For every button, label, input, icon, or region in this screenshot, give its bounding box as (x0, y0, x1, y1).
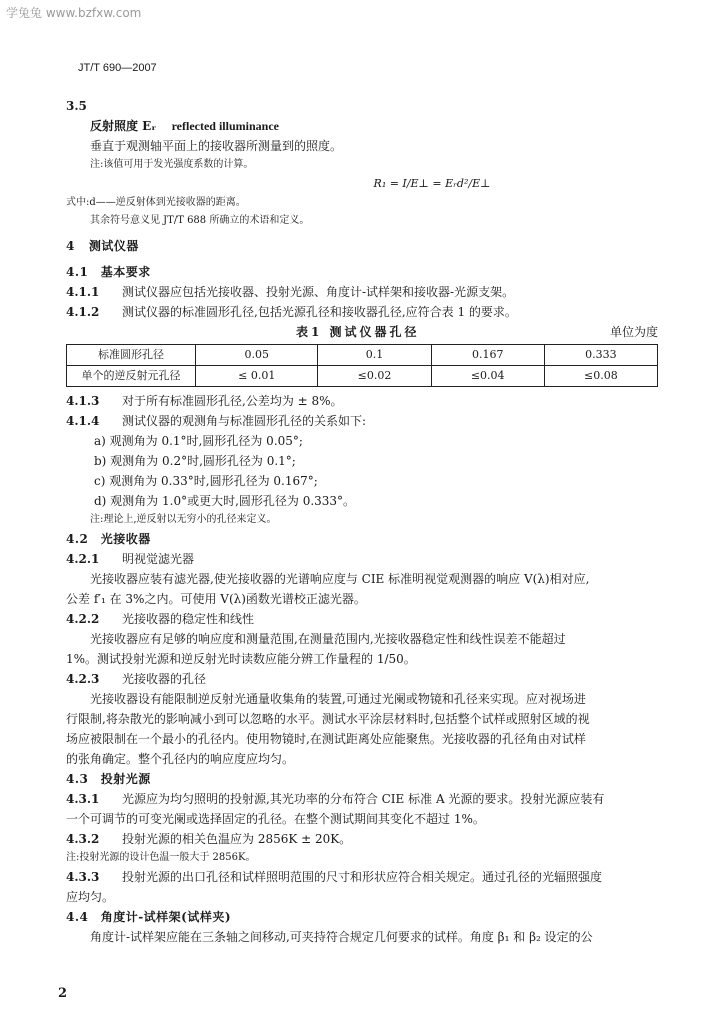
document-body (66, 96, 658, 947)
section-4-1-title: 基本要求 (100, 265, 151, 279)
clause-4-1-4-number: 4.1.4 (66, 414, 100, 428)
clause-4-2-1-number: 4.2.1 (66, 552, 100, 566)
clause-4-1-1 (66, 282, 658, 302)
table-cell: ≤ 0.01 (196, 366, 318, 387)
term-note: 注:该值可用于发光强度系数的计算。 (90, 159, 254, 170)
clause-4-1-2 (66, 302, 658, 322)
table-row (67, 345, 658, 366)
clause-4-1-2-text: 测试仪器的标准圆形孔径,包括光源孔径和接收器孔径,应符合表 1 的要求。 (122, 305, 517, 319)
table-1-caption: 表1 测试仪器孔径 (296, 325, 420, 339)
section-4-title: 测试仪器 (88, 239, 139, 253)
clause-4-3-3-number: 4.3.3 (66, 870, 100, 884)
section-4-1-number: 4.1 (66, 265, 89, 279)
table-1 (66, 344, 658, 387)
other-symbols-note: 其余符号意义见 JT/T 688 所确立的术语和定义。 (90, 215, 310, 226)
list-item: b) 观测角为 0.2°时,圆形孔径为 0.1°; (94, 454, 296, 468)
table-cell: 0.1 (318, 345, 431, 366)
clause-4-3-1-number: 4.3.1 (66, 792, 100, 806)
standard-header: JT/T 690—2007 (78, 62, 157, 74)
clause-4-3-2-number: 4.3.2 (66, 832, 100, 846)
table-row-label: 标准圆形孔径 (67, 345, 196, 366)
table-cell: 0.167 (431, 345, 544, 366)
clause-4-1-4-text: 测试仪器的观测角与标准圆形孔径的关系如下: (122, 414, 367, 428)
clause-4-2-3-heading (66, 669, 658, 689)
clause-4-2-1-title: 明视觉滤光器 (122, 552, 195, 566)
clause-4-1-1-text: 测试仪器应包括光接收器、投射光源、角度计-试样架和接收器-光源支架。 (122, 285, 515, 299)
clause-4-3-2-text: 投射光源的相关色温应为 2856K ± 20K。 (122, 832, 352, 846)
term-definition: 垂直于观测轴平面上的接收器所测量到的照度。 (90, 139, 343, 153)
clause-4-1-2-number: 4.1.2 (66, 305, 100, 319)
list-item: d) 观测角为 1.0°或更大时,圆形孔径为 0.333°。 (94, 494, 356, 508)
clause-4-2-2-number: 4.2.2 (66, 612, 100, 626)
clause-4-3-3 (66, 867, 658, 887)
clause-4-1-4 (66, 411, 658, 431)
paragraph-line: 光接收器应装有滤光器,使光接收器的光谱响应度与 CIE 标准明视觉观测器的响应 V(λ)相对应, (90, 572, 590, 586)
term-line (66, 116, 658, 136)
paragraph-line: 应均匀。 (66, 890, 115, 904)
paragraph-line: 公差 f′₁ 在 3%之内。可使用 V(λ)函数光谱校正滤光器。 (66, 592, 366, 606)
section-4-3-title: 投射光源 (100, 772, 151, 786)
paragraph-line: 一个可调节的可变光阑或选择固定的孔径。在整个测试期间其变化不超过 1%。 (66, 812, 485, 826)
section-4-3-heading (66, 769, 658, 789)
clause-4-1-3-text: 对于所有标准圆形孔径,公差均为 ± 8%。 (122, 394, 343, 408)
section-4-1-heading (66, 262, 658, 282)
section-4-2-title: 光接收器 (100, 532, 151, 546)
table-cell: 0.05 (196, 345, 318, 366)
formula-where: 式中:d——逆反射体到光接收器的距离。 (66, 197, 246, 208)
clause-4-2-2-heading (66, 609, 658, 629)
page-number: 2 (58, 986, 68, 1001)
clause-4-2-3-number: 4.2.3 (66, 672, 100, 686)
table-row (67, 366, 658, 387)
clause-4-1-3-number: 4.1.3 (66, 394, 100, 408)
clause-4-3-1 (66, 789, 658, 809)
clause-4-1-3 (66, 391, 658, 411)
paragraph-line: 光接收器设有能限制逆反射光通量收集角的装置,可通过光阑或物镜和孔径来实现。应对视场进 (90, 692, 586, 706)
term-chinese: 反射照度 Eᵣ (90, 119, 157, 133)
clause-4-2-1-heading (66, 549, 658, 569)
table-1-unit: 单位为度 (609, 325, 658, 339)
clause-4-3-1-text: 光源应为均匀照明的投射源,其光功率的分布符合 CIE 标准 A 光源的要求。投射光源应装有 (122, 792, 605, 806)
section-4-4-title: 角度计-试样架(试样夹) (100, 910, 232, 924)
table-1-caption-row (66, 322, 658, 342)
paragraph-line: 行限制,将杂散光的影响减小到可以忽略的水平。测试水平涂层材料时,包括整个试样或照射区域的视 (66, 712, 590, 726)
list-item: a) 观测角为 0.1°时,圆形孔径为 0.05°; (94, 434, 303, 448)
section-4-2-number: 4.2 (66, 532, 89, 546)
watermark: 学兔兔 www.bzfxw.com (6, 6, 142, 20)
clause-4-1-4-note: 注:理论上,逆反射以无穷小的孔径来定义。 (90, 514, 277, 525)
clause-4-2-3-title: 光接收器的孔径 (122, 672, 207, 686)
section-4-2-heading (66, 529, 658, 549)
table-cell: 0.333 (544, 345, 657, 366)
paragraph-line: 场应被限制在一个最小的孔径内。使用物镜时,在测试距离处应能聚焦。光接收器的孔径角由对试样 (66, 732, 586, 746)
paragraph-line: 光接收器应有足够的响应度和测量范围,在测量范围内,光接收器稳定性和线性误差不能超过 (90, 632, 566, 646)
term-english: reflected illuminance (171, 119, 279, 133)
section-4-heading (66, 236, 658, 256)
paragraph-line: 1%。测试投射光源和逆反射光时读数应能分辨工作量程的 1/50。 (66, 652, 416, 666)
section-4-4-heading (66, 907, 658, 927)
formula: R₁ = I/E⊥ = Eᵣd²/E⊥ (373, 177, 491, 190)
table-cell: ≤0.08 (544, 366, 657, 387)
table-row-label: 单个的逆反射元孔径 (67, 366, 196, 387)
section-4-number: 4 (66, 239, 75, 253)
clause-4-3-2-note: 注:投射光源的设计色温一般大于 2856K。 (66, 852, 256, 863)
table-cell: ≤0.04 (431, 366, 544, 387)
list-item: c) 观测角为 0.33°时,圆形孔径为 0.167°; (94, 474, 318, 488)
clause-4-3-2 (66, 829, 658, 849)
paragraph-line: 的张角确定。整个孔径内的响应度应均匀。 (66, 752, 295, 766)
clause-4-3-3-text: 投射光源的出口孔径和试样照明范围的尺寸和形状应符合相关规定。通过孔径的光辐照强度 (122, 870, 603, 884)
section-number-3-5: 3.5 (66, 99, 87, 113)
section-4-3-number: 4.3 (66, 772, 89, 786)
clause-4-2-2-title: 光接收器的稳定性和线性 (122, 612, 255, 626)
table-cell: ≤0.02 (318, 366, 431, 387)
section-4-4-number: 4.4 (66, 910, 89, 924)
paragraph-line: 角度计-试样架应能在三条轴之间移动,可夹持符合规定几何要求的试样。角度 β₁ 和 β₂ 设定的公 (90, 930, 593, 944)
clause-4-1-1-number: 4.1.1 (66, 285, 100, 299)
